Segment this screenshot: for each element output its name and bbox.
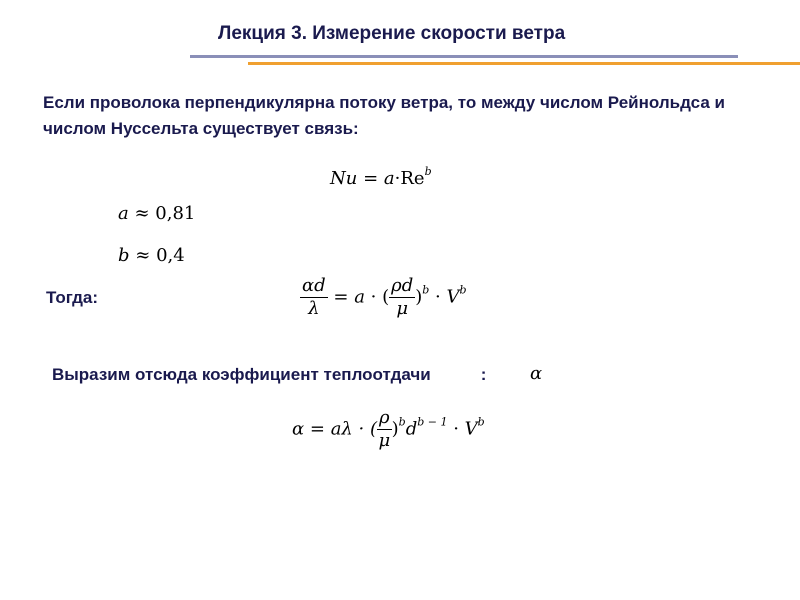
express-text bbox=[52, 362, 486, 388]
formula-a-value bbox=[118, 203, 195, 224]
formula-nu-re: Re bbox=[400, 168, 425, 189]
alpha-symbol: α bbox=[530, 363, 543, 384]
then-label: Тогда: bbox=[46, 288, 99, 307]
f3-d: d bbox=[405, 418, 418, 440]
inner-den: μ bbox=[396, 298, 409, 319]
formula-nu-lhs: Nu bbox=[330, 168, 358, 189]
f3-close: ) bbox=[391, 418, 399, 440]
fraction-rho-d-over-mu bbox=[389, 275, 415, 320]
frac-den: λ bbox=[308, 298, 320, 319]
formula-nu-a: a bbox=[383, 168, 395, 189]
f3-dexp: b − 1 bbox=[417, 415, 448, 429]
f2-exp: b bbox=[422, 283, 430, 297]
inner-num: ρd bbox=[391, 275, 414, 296]
fraction-rho-over-mu bbox=[377, 407, 392, 452]
formula-alpha bbox=[292, 407, 485, 452]
f2-v: V bbox=[446, 286, 460, 308]
formula-nu-exp: b bbox=[424, 165, 432, 178]
express-suffix: : bbox=[480, 365, 487, 384]
f3-vexp: b bbox=[477, 415, 485, 429]
frac-num: αd bbox=[302, 275, 326, 296]
f2-dot2: · bbox=[429, 286, 447, 308]
slide-title: Лекция 3. Измерение скорости ветра bbox=[218, 23, 566, 44]
formula-heat-transfer bbox=[300, 275, 467, 320]
f3-dot: · bbox=[447, 418, 465, 440]
express-label: Выразим отсюда коэффициент теплоотдачи bbox=[52, 365, 431, 384]
f3-lhs: α bbox=[292, 418, 305, 440]
f2-vexp: b bbox=[459, 283, 467, 297]
b-var: b bbox=[118, 245, 130, 266]
title-underline-orange bbox=[248, 62, 800, 65]
f3-v: V bbox=[464, 418, 478, 440]
a-number: 0,81 bbox=[155, 203, 196, 224]
title-underline-blue bbox=[190, 55, 738, 58]
f3-exp: b bbox=[398, 415, 406, 429]
fraction-alpha-d-over-lambda bbox=[300, 275, 328, 320]
b-approx: ≈ bbox=[129, 245, 157, 266]
f2-a: a bbox=[354, 286, 365, 308]
formula-nu-eq: = bbox=[357, 168, 384, 189]
f3-eq: = bbox=[304, 418, 331, 440]
f2-close: ) bbox=[415, 286, 423, 308]
f3-inner-den: μ bbox=[378, 430, 391, 451]
f2-eq: = bbox=[327, 286, 355, 308]
formula-nusselt bbox=[330, 165, 432, 189]
formula-nu-dot: · bbox=[394, 168, 401, 189]
b-number: 0,4 bbox=[156, 245, 185, 266]
intro-text: Если проволока перпендикулярна потоку ветра, то между числом Рейнольдса и числом Нуссельта существует связь: bbox=[43, 93, 725, 138]
formula-b-value bbox=[118, 245, 185, 266]
f3-inner-num: ρ bbox=[379, 407, 390, 428]
f2-dot: · ( bbox=[364, 286, 390, 308]
a-var: a bbox=[118, 203, 129, 224]
f3-rhs-start: aλ · ( bbox=[330, 418, 378, 440]
a-approx: ≈ bbox=[128, 203, 156, 224]
